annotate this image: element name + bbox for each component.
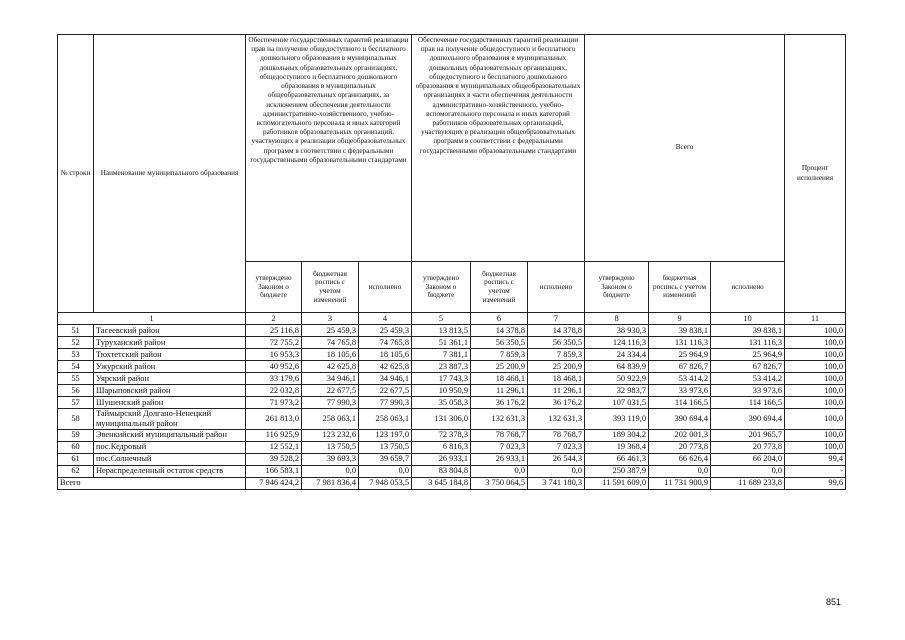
cell-value: 100,0 xyxy=(785,385,846,397)
cell-value: 100,0 xyxy=(785,397,846,409)
page-number: 851 xyxy=(826,597,842,607)
cell-value: 38 930,3 xyxy=(585,325,649,337)
cell-value: 25 964,9 xyxy=(711,349,785,361)
cell-value: 67 826,7 xyxy=(711,361,785,373)
row-number-header: № строки xyxy=(58,35,94,313)
percent-header: Процент исполнения xyxy=(785,35,846,313)
municipality-name: пос.Кедровый xyxy=(94,441,246,453)
row-number: 59 xyxy=(58,429,94,441)
cell-value: 25 200,9 xyxy=(471,361,528,373)
cell-value: 7 948 053,5 xyxy=(359,477,412,489)
cell-value: 13 750,5 xyxy=(359,441,412,453)
cell-value: 13 750,5 xyxy=(302,441,359,453)
cell-value: 39 838,1 xyxy=(649,325,711,337)
cell-value: 0,0 xyxy=(471,465,528,477)
cell-value: 83 804,8 xyxy=(412,465,471,477)
column-number: 2 xyxy=(246,313,302,325)
cell-value: 6 816,3 xyxy=(412,441,471,453)
cell-value: 10 950,9 xyxy=(412,385,471,397)
cell-value: 131 116,3 xyxy=(711,337,785,349)
column-number: 5 xyxy=(412,313,471,325)
total-label: Всего xyxy=(58,477,246,489)
sub-budget-header: бюджетная роспись с учетом изменений xyxy=(471,262,528,313)
cell-value: 66 204,0 xyxy=(711,453,785,465)
cell-value: 11 731 900,9 xyxy=(649,477,711,489)
cell-value: 53 414,2 xyxy=(649,373,711,385)
row-number: 58 xyxy=(58,409,94,430)
cell-value: 36 176,2 xyxy=(528,397,585,409)
cell-value: 16 953,3 xyxy=(246,349,302,361)
row-number: 52 xyxy=(58,337,94,349)
row-number: 61 xyxy=(58,453,94,465)
cell-value: 25 459,3 xyxy=(359,325,412,337)
table-body xyxy=(58,325,846,478)
cell-value: 24 334,4 xyxy=(585,349,649,361)
cell-value: 100,0 xyxy=(785,429,846,441)
cell-value: 25 964,9 xyxy=(649,349,711,361)
table-row xyxy=(58,429,846,441)
cell-value: 0,0 xyxy=(359,465,412,477)
cell-value: 42 625,8 xyxy=(359,361,412,373)
column-number: 1 xyxy=(58,313,246,325)
cell-value: 100,0 xyxy=(785,361,846,373)
cell-value: 33 973,6 xyxy=(649,385,711,397)
cell-value: 258 063,1 xyxy=(359,409,412,430)
cell-value: 72 378,3 xyxy=(412,429,471,441)
cell-value: 100,0 xyxy=(785,409,846,430)
cell-value: 202 001,3 xyxy=(649,429,711,441)
municipality-name: Тасеевский район xyxy=(94,325,246,337)
column-number: 10 xyxy=(711,313,785,325)
cell-value: 39 693,3 xyxy=(302,453,359,465)
group1-header: Обеспечение государственных гарантий реализации прав на получение общедоступного и бесплатного дошкольного образования в муниципальных дошкольных образовательных организациях, общедоступного и бесплатного дошкольного образования в муниципальных общеобразовательных организациях, за исключением обеспечения деятельности административно-хозяйственного, учебно-вспомогательного персонала и иных категорий работников образовательных организаций, участвующих в реализации общеобразовательных программ в соответствии с федеральными государственными образовательными стандартами xyxy=(246,35,412,262)
cell-value: 166 583,1 xyxy=(246,465,302,477)
cell-value: 116 925,9 xyxy=(246,429,302,441)
cell-value: 14 378,8 xyxy=(528,325,585,337)
cell-value: 132 631,3 xyxy=(528,409,585,430)
cell-value: 78 768,7 xyxy=(471,429,528,441)
column-number: 7 xyxy=(528,313,585,325)
cell-value: 100,0 xyxy=(785,441,846,453)
cell-value: 107 031,5 xyxy=(585,397,649,409)
cell-value: 19 368,4 xyxy=(585,441,649,453)
cell-value: 33 179,6 xyxy=(246,373,302,385)
cell-value: 74 765,8 xyxy=(359,337,412,349)
cell-value: 66 626,4 xyxy=(649,453,711,465)
cell-value: 13 813,5 xyxy=(412,325,471,337)
cell-value: 56 350,5 xyxy=(471,337,528,349)
cell-value: 77 990,3 xyxy=(359,397,412,409)
table-row xyxy=(58,409,846,430)
table-row xyxy=(58,397,846,409)
cell-value: 74 765,8 xyxy=(302,337,359,349)
cell-value: 11 591 609,0 xyxy=(585,477,649,489)
cell-value: 20 773,8 xyxy=(649,441,711,453)
cell-value: 77 990,3 xyxy=(302,397,359,409)
cell-value: 100,0 xyxy=(785,337,846,349)
cell-value: 22 677,5 xyxy=(359,385,412,397)
row-number: 60 xyxy=(58,441,94,453)
total-row xyxy=(58,477,846,489)
cell-value: 50 922,9 xyxy=(585,373,649,385)
municipality-name: Уярский район xyxy=(94,373,246,385)
cell-value: 14 378,8 xyxy=(471,325,528,337)
municipality-name: Нераспределенный остаток средств xyxy=(94,465,246,477)
cell-value: 131 116,3 xyxy=(649,337,711,349)
total-group-header: Всего xyxy=(585,35,785,262)
municipality-name: Эвенкийский муниципальный район xyxy=(94,429,246,441)
cell-value: 64 839,9 xyxy=(585,361,649,373)
cell-value: 0,0 xyxy=(302,465,359,477)
group2-header: Обеспечение государственных гарантий реализации прав на получение общедоступного и бесплатного дошкольного образования в муниципальных дошкольных образовательных организациях, общедоступного и бесплатного дошкольного образования в муниципальных общеобразовательных организациях в части обеспечения деятельности административно-хозяйственного, учебно-вспомогательного персонала и иных категорий работников образовательных организаций, участвующих в реализации общеобразовательных программ в соответствии с федеральными государственными образовательными стандартами xyxy=(412,35,585,262)
cell-value: 18 468,1 xyxy=(528,373,585,385)
cell-value: 100,0 xyxy=(785,349,846,361)
cell-value: 201 965,7 xyxy=(711,429,785,441)
cell-value: 26 933,1 xyxy=(471,453,528,465)
cell-value: 123 197,0 xyxy=(359,429,412,441)
table-row xyxy=(58,325,846,337)
cell-value: 26 933,1 xyxy=(412,453,471,465)
cell-value: 7 946 424,2 xyxy=(246,477,302,489)
cell-value: 123 232,6 xyxy=(302,429,359,441)
cell-value: 40 952,6 xyxy=(246,361,302,373)
cell-value: 18 105,6 xyxy=(302,349,359,361)
cell-value: 23 887,3 xyxy=(412,361,471,373)
cell-value: 261 813,0 xyxy=(246,409,302,430)
cell-value: 100,0 xyxy=(785,325,846,337)
cell-value: 11 689 233,8 xyxy=(711,477,785,489)
municipality-name: Шарыповский район xyxy=(94,385,246,397)
column-number: 8 xyxy=(585,313,649,325)
municipality-name: Тюхтетский район xyxy=(94,349,246,361)
cell-value: 32 983,7 xyxy=(585,385,649,397)
table-row xyxy=(58,373,846,385)
cell-value: 131 306,0 xyxy=(412,409,471,430)
table-row xyxy=(58,465,846,477)
row-number: 54 xyxy=(58,361,94,373)
cell-value: 39 838,1 xyxy=(711,325,785,337)
row-number: 51 xyxy=(58,325,94,337)
sub-approved-header: утверждено Законом о бюджете xyxy=(585,262,649,313)
cell-value: 7 023,3 xyxy=(528,441,585,453)
table-row xyxy=(58,453,846,465)
row-number: 56 xyxy=(58,385,94,397)
sub-approved-header: утверждено Законом о бюджете xyxy=(246,262,302,313)
cell-value: 39 528,2 xyxy=(246,453,302,465)
row-number: 55 xyxy=(58,373,94,385)
sub-budget-header: бюджетная роспись с учетом изменений xyxy=(302,262,359,313)
cell-value: 3 741 180,3 xyxy=(528,477,585,489)
row-number: 57 xyxy=(58,397,94,409)
column-number: 3 xyxy=(302,313,359,325)
row-number: 53 xyxy=(58,349,94,361)
cell-value: 56 350,5 xyxy=(528,337,585,349)
cell-value: 132 631,3 xyxy=(471,409,528,430)
cell-value: 99,6 xyxy=(785,477,846,489)
column-number: 6 xyxy=(471,313,528,325)
cell-value: 3 750 064,5 xyxy=(471,477,528,489)
cell-value: 39 659,7 xyxy=(359,453,412,465)
cell-value: 0,0 xyxy=(528,465,585,477)
municipality-header: Наименование муниципального образования xyxy=(94,35,246,313)
cell-value: 100,0 xyxy=(785,373,846,385)
cell-value: 189 304,2 xyxy=(585,429,649,441)
cell-value: 0,0 xyxy=(711,465,785,477)
municipality-name: пос.Солнечный xyxy=(94,453,246,465)
cell-value: 390 694,4 xyxy=(711,409,785,430)
sub-budget-header: бюджетная роспись с учетом изменений xyxy=(649,262,711,313)
cell-value: 78 768,7 xyxy=(528,429,585,441)
cell-value: 7 023,3 xyxy=(471,441,528,453)
cell-value: 71 973,2 xyxy=(246,397,302,409)
cell-value: 11 296,1 xyxy=(528,385,585,397)
cell-value: 66 461,3 xyxy=(585,453,649,465)
cell-value: 72 755,2 xyxy=(246,337,302,349)
cell-value: 20 773,8 xyxy=(711,441,785,453)
cell-value: 35 058,3 xyxy=(412,397,471,409)
cell-value: 34 946,1 xyxy=(302,373,359,385)
cell-value: 114 166,5 xyxy=(711,397,785,409)
cell-value: 53 414,2 xyxy=(711,373,785,385)
cell-value: 26 544,3 xyxy=(528,453,585,465)
sub-executed-header: исполнено xyxy=(359,262,412,313)
cell-value: 0,0 xyxy=(649,465,711,477)
cell-value: 7 381,1 xyxy=(412,349,471,361)
cell-value: 17 743,3 xyxy=(412,373,471,385)
cell-value: 7 859,3 xyxy=(528,349,585,361)
sub-approved-header: утверждено Законом о бюджете xyxy=(412,262,471,313)
cell-value: 124 116,3 xyxy=(585,337,649,349)
table-row xyxy=(58,385,846,397)
cell-value: 67 826,7 xyxy=(649,361,711,373)
row-number: 62 xyxy=(58,465,94,477)
cell-value: 258 063,1 xyxy=(302,409,359,430)
cell-value: 18 468,1 xyxy=(471,373,528,385)
municipality-name: Шушенский район xyxy=(94,397,246,409)
cell-value: 22 677,5 xyxy=(302,385,359,397)
table-row xyxy=(58,349,846,361)
cell-value: 390 694,4 xyxy=(649,409,711,430)
municipality-name: Таймырский Долгано-Ненецкий муниципальный район xyxy=(94,409,246,430)
cell-value: 7 981 836,4 xyxy=(302,477,359,489)
table-row xyxy=(58,361,846,373)
cell-value: 25 459,3 xyxy=(302,325,359,337)
column-number: 9 xyxy=(649,313,711,325)
table-row xyxy=(58,337,846,349)
cell-value: 11 296,1 xyxy=(471,385,528,397)
cell-value: 114 166,5 xyxy=(649,397,711,409)
municipality-name: Ужурский район xyxy=(94,361,246,373)
cell-value: 42 625,8 xyxy=(302,361,359,373)
cell-value: 12 552,1 xyxy=(246,441,302,453)
column-number: 11 xyxy=(785,313,846,325)
sub-executed-header: исполнено xyxy=(711,262,785,313)
cell-value: 18 105,6 xyxy=(359,349,412,361)
cell-value: 51 361,1 xyxy=(412,337,471,349)
municipality-name: Туруханский район xyxy=(94,337,246,349)
table-row xyxy=(58,441,846,453)
sub-executed-header: исполнено xyxy=(528,262,585,313)
column-number: 4 xyxy=(359,313,412,325)
cell-value: 34 946,1 xyxy=(359,373,412,385)
cell-value: 250 387,9 xyxy=(585,465,649,477)
budget-table xyxy=(57,34,846,490)
cell-value: 36 176,2 xyxy=(471,397,528,409)
cell-value: 22 032,8 xyxy=(246,385,302,397)
cell-value: 7 859,3 xyxy=(471,349,528,361)
cell-value: 33 973,6 xyxy=(711,385,785,397)
cell-value: 3 645 184,8 xyxy=(412,477,471,489)
cell-value: 25 116,8 xyxy=(246,325,302,337)
cell-value: 25 200,9 xyxy=(528,361,585,373)
cell-value: - xyxy=(785,465,846,477)
cell-value: 393 119,0 xyxy=(585,409,649,430)
budget-table-page xyxy=(57,34,845,490)
cell-value: 99,4 xyxy=(785,453,846,465)
